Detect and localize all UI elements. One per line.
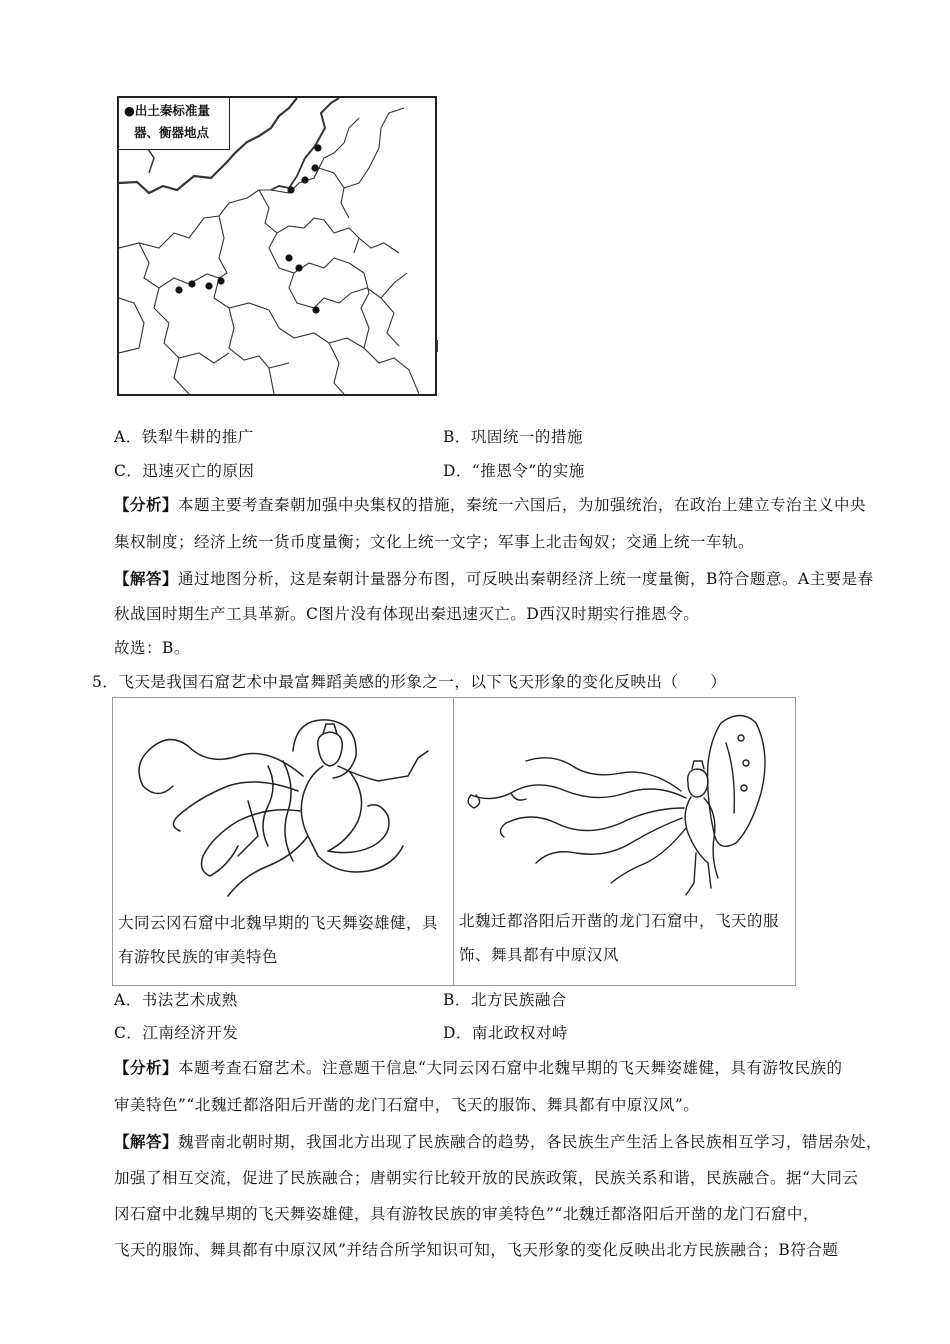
q4-option-c[interactable]: C．迅速灭亡的原因 (114, 462, 255, 480)
q5-stem: 5．飞天是我国石窟艺术中最富舞蹈美感的形象之一，以下飞天形象的变化反映出（ ） (92, 673, 727, 691)
q5-solution-line-2: 加强了相互交流，促进了民族融合；唐朝实行比较开放的民族政策，民族关系和谐，民族融合。据“大同云 (114, 1169, 859, 1187)
qin-measures-map (117, 96, 437, 396)
find-spot-dot (217, 277, 224, 284)
find-spot-dot (311, 164, 318, 171)
q4-option-d[interactable]: D．“推恩令”的实施 (443, 462, 585, 480)
q4-analysis-text-1: 本题主要考查秦朝加强中央集权的措施，秦统一六国后，为加强统治，在政治上建立专治主义中央 (178, 496, 867, 514)
q4-solution-line-1 (114, 569, 874, 589)
q4-solution-text-1: 通过地图分析，这是秦朝计量器分布图，可反映出秦朝经济上统一度量衡，B符合题意。A主要是春 (178, 570, 874, 588)
q5-solution-line-1 (114, 1132, 882, 1152)
longmen-feitian-drawing (456, 703, 786, 903)
find-spot-dot (295, 264, 302, 271)
q5-option-a[interactable]: A．书法艺术成熟 (114, 991, 238, 1009)
find-spot-dot (175, 286, 182, 293)
q4-option-b[interactable]: B．巩固统一的措施 (443, 428, 583, 446)
q5-solution-tag: 【解答】 (114, 1133, 179, 1151)
map-legend (119, 98, 230, 150)
find-spot-dot (285, 254, 292, 261)
map-edge-mark (436, 340, 438, 352)
yungang-caption: 大同云冈石窟中北魏早期的飞天舞姿雄健，具有游牧民族的审美特色 (118, 914, 439, 966)
q5-analysis-line-2: 审美特色”“北魏迁都洛阳后开凿的龙门石窟中，飞天的服饰、舞具都有中原汉风”。 (114, 1096, 700, 1114)
find-spot-dot (287, 186, 294, 193)
find-spot-dot (188, 280, 195, 287)
q5-solution-line-4: 飞天的服饰、舞具都有中原汉风”并结合所学知识可知，飞天形象的变化反映出北方民族融合；B符合题 (114, 1241, 839, 1259)
find-spot-dot (314, 144, 321, 151)
q4-analysis-line-2: 集权制度；经济上统一货币度量衡；文化上统一文字；军事上北击匈奴；交通上统一车轨。 (114, 533, 755, 551)
q5-option-b[interactable]: B．北方民族融合 (443, 991, 567, 1009)
yungang-feitian-drawing (118, 706, 448, 906)
figure-cell-yungang (113, 698, 454, 985)
feitian-figure-table (112, 697, 796, 986)
q5-analysis-line-1 (114, 1058, 842, 1078)
figure-cell-longmen (454, 698, 795, 985)
q5-solution-text-1: 魏晋南北朝时期，我国北方出现了民族融合的趋势，各民族生产生活上各民族相互学习，错居杂处， (178, 1133, 883, 1151)
find-spot-dot (205, 282, 212, 289)
find-spot-dot (312, 306, 319, 313)
q4-solution-line-2: 秋战国时期生产工具革新。C图片没有体现出秦迅速灭亡。D西汉时期实行推恩令。 (114, 605, 700, 623)
q5-solution-line-3: 冈石窟中北魏早期的飞天舞姿雄健，具有游牧民族的审美特色”“北魏迁都洛阳后开凿的龙门石窟中， (114, 1205, 819, 1223)
q5-option-d[interactable]: D．南北政权对峙 (443, 1024, 568, 1042)
q4-solution-line-3: 故选：B。 (114, 639, 190, 657)
legend-line-2: 器、衡器地点 (134, 125, 210, 140)
legend-line-1: ●出土秦标准量 (124, 103, 210, 118)
q4-solution-tag: 【解答】 (114, 570, 179, 588)
q4-analysis-tag: 【分析】 (114, 496, 179, 514)
q4-analysis-line-1 (114, 495, 866, 515)
q5-option-c[interactable]: C．江南经济开发 (114, 1024, 239, 1042)
q5-analysis-text-1: 本题考查石窟艺术。注意题干信息“大同云冈石窟中北魏早期的飞天舞姿雄健，具有游牧民族的 (178, 1059, 843, 1077)
q4-option-a[interactable]: A．铁犁牛耕的推广 (114, 428, 254, 446)
find-spot-dot (301, 176, 308, 183)
longmen-caption: 北魏迁都洛阳后开凿的龙门石窟中，飞天的服饰、舞具都有中原汉风 (459, 912, 780, 964)
q5-analysis-tag: 【分析】 (114, 1059, 179, 1077)
